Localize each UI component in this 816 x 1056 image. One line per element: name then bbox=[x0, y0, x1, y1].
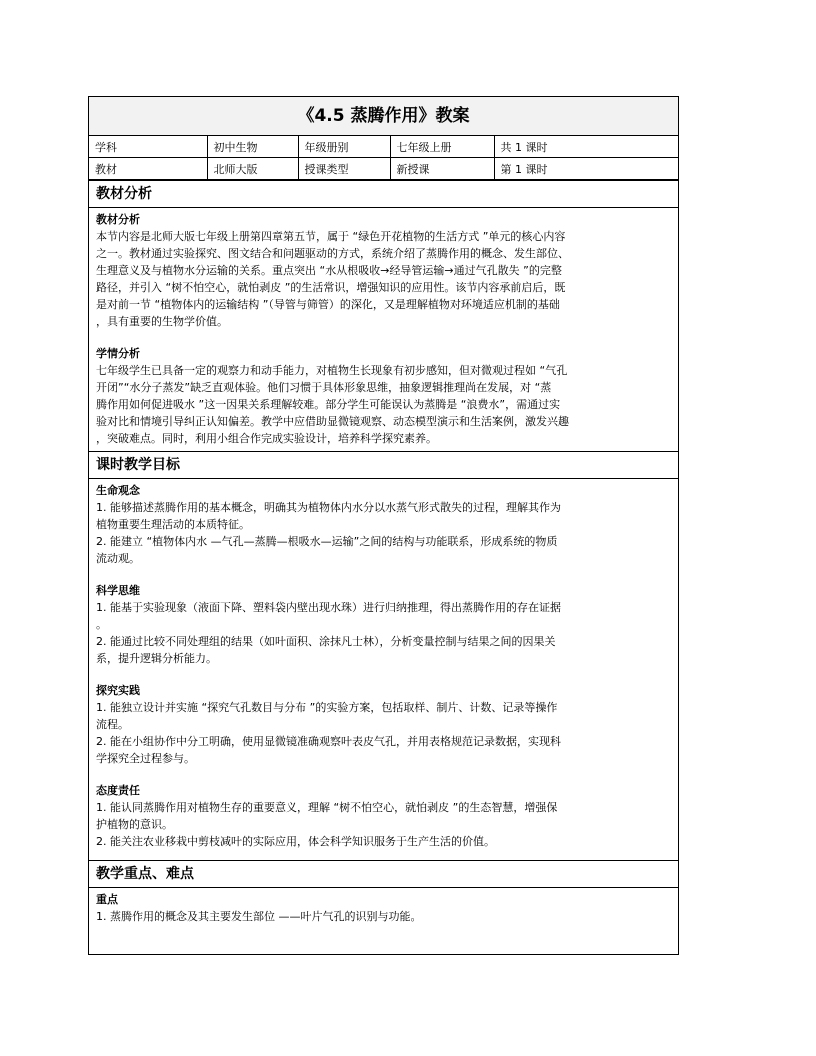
info-cell: 共 1 课时 bbox=[494, 136, 678, 158]
spacer bbox=[96, 767, 671, 782]
text-line: 本节内容是北师大版七年级上册第四章第五节，属于 “绿色开花植物的生活方式 ”单元的核心内容 bbox=[96, 230, 566, 243]
info-cell: 授课类型 bbox=[298, 158, 390, 180]
text-line: 1. 能够描述蒸腾作用的基本概念，明确其为植物体内水分以水蒸气形式散失的过程，理解其作为 bbox=[96, 501, 561, 514]
text-line: 1. 能认同蒸腾作用对植物生存的重要意义，理解 “树不怕空心，就怕剥皮 ”的生态智慧，增强保 bbox=[96, 801, 558, 814]
text-line: 。 bbox=[96, 618, 107, 631]
paragraph bbox=[96, 362, 671, 447]
text-line: ，具有重要的生物学价值。 bbox=[96, 315, 228, 328]
text-line: 1. 蒸腾作用的概念及其主要发生部位 ——叶片气孔的识别与功能。 bbox=[96, 910, 422, 923]
text-line: 验对比和情境引导纠正认知偏差。教学中应借助显微镜观察、动态模型演示和生活案例，激发兴趣 bbox=[96, 415, 569, 428]
text-line: 路径，并引入 “树不怕空心，就怕剥皮 ”的生活常识，增强知识的应用性。该节内容承前启后，既 bbox=[96, 281, 566, 294]
subheading: 态度责任 bbox=[96, 784, 140, 797]
subheading: 科学思维 bbox=[96, 584, 140, 597]
info-cell: 教材 bbox=[89, 158, 207, 180]
subheading: 生命观念 bbox=[96, 484, 140, 497]
info-cell: 初中生物 bbox=[207, 136, 298, 158]
info-cell: 第 1 课时 bbox=[494, 158, 678, 180]
section-heading: 课时教学目标 bbox=[89, 452, 678, 479]
spacer bbox=[96, 567, 671, 582]
text-line: 开闭”“水分子蒸发”缺乏直观体验。他们习惯于具体形象思维，抽象逻辑推理尚在发展，对 “蒸 bbox=[96, 381, 552, 394]
lesson-plan-page bbox=[88, 96, 679, 955]
text-line: ，突破难点。同时，利用小组合作完成实验设计，培养科学探究素养。 bbox=[96, 432, 437, 445]
keypoints-section bbox=[89, 860, 678, 929]
section-heading: 教学重点、难点 bbox=[89, 861, 678, 888]
text-line: 1. 能独立设计并实施 “探究气孔数目与分布 ”的实验方案，包括取样、制片、计数、记录等操作 bbox=[96, 701, 558, 714]
subheading: 学情分析 bbox=[96, 347, 140, 360]
analysis-section bbox=[89, 180, 678, 451]
info-table bbox=[89, 136, 678, 180]
info-row bbox=[89, 158, 678, 180]
text-line: 护植物的意识。 bbox=[96, 818, 173, 831]
text-line: 2. 能建立 “植物体内水 —气孔—蒸腾—根吸水—运输”之间的结构与功能联系，形成系统的物质 bbox=[96, 535, 558, 548]
text-line: 腾作用如何促进吸水 ”这一因果关系理解较难。部分学生可能误认为蒸腾是 “浪费水”，需通过实 bbox=[96, 398, 561, 411]
text-line: 2. 能关注农业移栽中剪枝减叶的实际应用，体会科学知识服务于生产生活的价值。 bbox=[96, 835, 495, 848]
info-cell: 学科 bbox=[89, 136, 207, 158]
text-line: 学探究全过程参与。 bbox=[96, 752, 195, 765]
section-heading: 教材分析 bbox=[89, 181, 678, 208]
text-line: 流动观。 bbox=[96, 552, 140, 565]
text-line: 植物重要生理活动的本质特征。 bbox=[96, 518, 250, 531]
text-line: 系，提升逻辑分析能力。 bbox=[96, 652, 217, 665]
spacer bbox=[96, 330, 671, 345]
analysis-body bbox=[89, 208, 678, 451]
text-line: 2. 能通过比较不同处理组的结果（如叶面积、涂抹凡士林），分析变量控制与结果之间的因果关 bbox=[96, 635, 556, 648]
info-cell: 北师大版 bbox=[207, 158, 298, 180]
spacer bbox=[96, 667, 671, 682]
text-line: 之一。教材通过实验探究、图文结合和问题驱动的方式，系统介绍了蒸腾作用的概念、发生部位、 bbox=[96, 247, 569, 260]
subheading: 教材分析 bbox=[96, 213, 140, 226]
text-line: 七年级学生已具备一定的观察力和动手能力，对植物生长现象有初步感知，但对微观过程如 “气孔 bbox=[96, 364, 568, 377]
spacer bbox=[96, 850, 671, 856]
info-cell: 年级册别 bbox=[298, 136, 390, 158]
subheading: 探究实践 bbox=[96, 684, 140, 697]
keypoints-body bbox=[89, 888, 678, 929]
info-cell: 七年级上册 bbox=[390, 136, 494, 158]
text-line: 是对前一节 “植物体内的运输结构 ”（导管与筛管）的深化，又是理解植物对环境适应机制的基础 bbox=[96, 298, 560, 311]
text-line: 流程。 bbox=[96, 718, 129, 731]
text-line: 生理意义及与植物水分运输的关系。重点突出 “水从根吸收→经导管运输→通过气孔散失 ”的完整 bbox=[96, 264, 562, 277]
text-line: 1. 能基于实验现象（液面下降、塑料袋内壁出现水珠）进行归纳推理，得出蒸腾作用的存在证据 bbox=[96, 601, 561, 614]
goals-body bbox=[89, 479, 678, 860]
paragraph bbox=[96, 228, 671, 330]
subheading: 重点 bbox=[96, 893, 118, 906]
document-title: 《4.5 蒸腾作用》教案 bbox=[89, 97, 678, 136]
info-row bbox=[89, 136, 678, 158]
goals-section bbox=[89, 451, 678, 860]
text-line: 2. 能在小组协作中分工明确，使用显微镜准确观察叶表皮气孔，并用表格规范记录数据，实现科 bbox=[96, 735, 561, 748]
info-cell: 新授课 bbox=[390, 158, 494, 180]
